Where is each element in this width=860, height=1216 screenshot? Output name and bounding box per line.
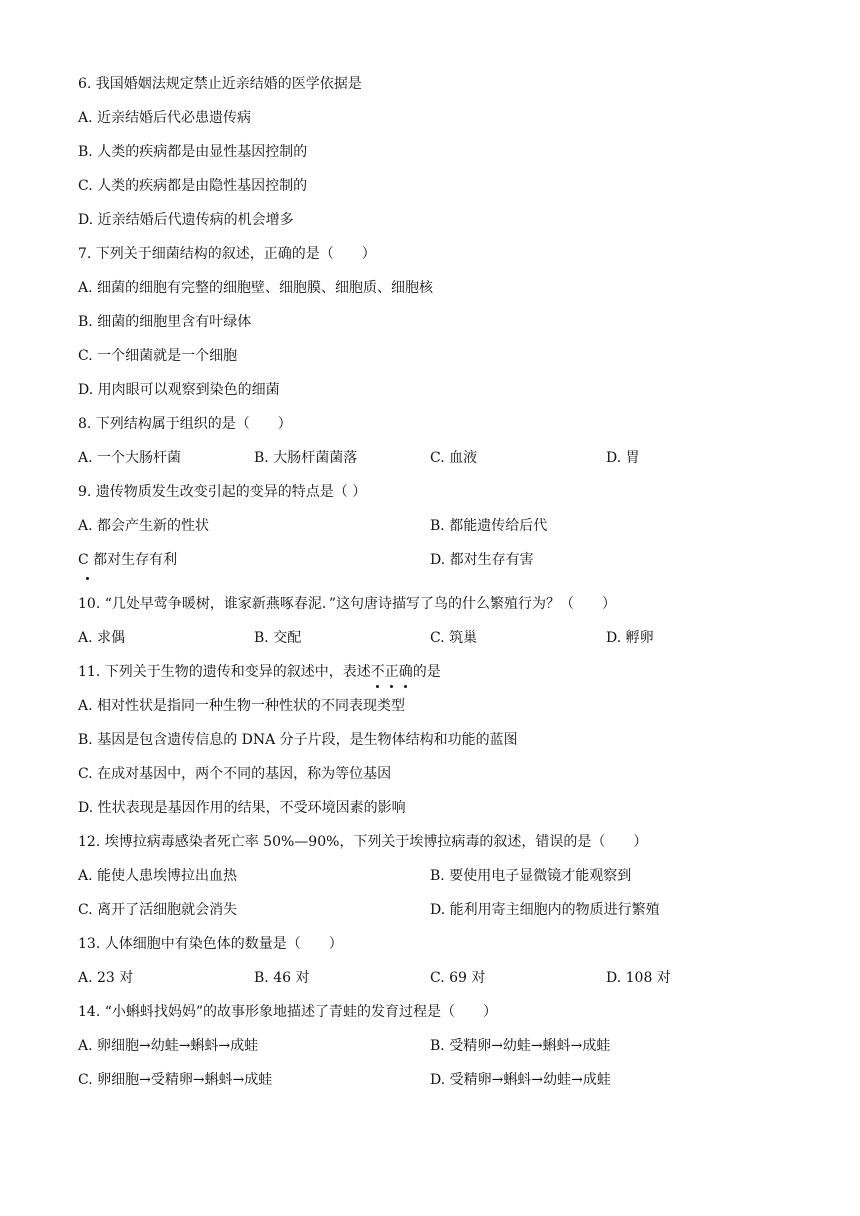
emphasis-char: 正 [384,664,399,680]
question-9-options-row-1 [78,516,798,550]
question-14-stem: 14. “小蝌蚪找妈妈”的故事形象地描述了青蛙的发育过程是（ ） [78,1004,498,1020]
question-9-stem: 9. 遗传物质发生改变引起的变异的特点是（ ） [78,484,367,500]
question-13-stem: 13. 人体细胞中有染色体的数量是（ ） [78,936,343,952]
question-11-option-a: A. 相对性状是指同一种生物一种性状的不同表现类型 [78,698,406,714]
question-9-option-d: D. 都对生存有害 [430,552,534,568]
question-8-option-d: D. 胃 [606,450,640,466]
question-10-option-d: D. 孵卵 [606,630,654,646]
question-6-stem: 6. 我国婚姻法规定禁止近亲结婚的医学依据是 [78,76,362,92]
question-10-stem: 10. “几处早莺争暖树，谁家新燕啄春泥．”这句唐诗描写了鸟的什么繁殖行为？（ ） [78,596,617,612]
question-12-options-row-2 [78,900,798,934]
question-6-option-a: A. 近亲结婚后代必患遗传病 [78,110,252,126]
question-11-option-d: D. 性状表现是基因作用的结果，不受环境因素的影响 [78,800,406,816]
question-7-option-a: A. 细菌的细胞有完整的细胞壁、细胞膜、细胞质、细胞核 [78,280,434,296]
question-14-options-row-2 [78,1070,798,1104]
question-13-option-b: B. 46 对 [254,970,310,986]
question-6-option-b: B. 人类的疾病都是由显性基因控制的 [78,144,308,160]
question-12-option-c: C. 离开了活细胞就会消失 [78,902,238,918]
question-13-option-c: C. 69 对 [430,970,486,986]
question-12-stem: 12. 埃博拉病毒感染者死亡率 50%—90%，下列关于埃博拉病毒的叙述，错误的是（ ） [78,834,648,850]
emphasis-char: 确 [398,664,413,680]
question-9-options-row-2 [78,550,798,584]
question-12-options-row-1 [78,866,798,900]
question-11-option-c: C. 在成对基因中，两个不同的基因，称为等位基因 [78,766,392,782]
question-10-option-b: B. 交配 [254,630,302,646]
question-7-option-c: C. 一个细菌就是一个细胞 [78,348,238,364]
question-9-option-a: A. 都会产生新的性状 [78,518,210,534]
question-10-option-a: A. 求偶 [78,630,126,646]
question-11-option-b: B. 基因是包含遗传信息的 DNA 分子片段，是生物体结构和功能的蓝图 [78,732,518,748]
question-10-options [78,628,798,662]
question-13-option-a: A. 23 对 [78,970,134,986]
question-6-option-c: C. 人类的疾病都是由隐性基因控制的 [78,178,308,194]
question-8-options [78,448,798,482]
question-11-stem-post: 的是 [412,664,441,680]
emphasis-char: 不 [370,664,385,680]
question-7-option-d: D. 用肉眼可以观察到染色的细菌 [78,382,280,398]
question-12-option-a: A. 能使人患埃博拉出血热 [78,868,238,884]
question-14-option-a: A. 卵细胞→幼蛙→蝌蚪→成蛙 [78,1038,259,1054]
question-13-options [78,968,798,1002]
question-9-option-b: B. 都能遗传给后代 [430,518,548,534]
question-14-option-b: B. 受精卵→幼蛙→蝌蚪→成蛙 [430,1038,611,1054]
question-6-option-d: D. 近亲结婚后代遗传病的机会增多 [78,212,294,228]
question-12-option-b: B. 要使用电子显微镜才能观察到 [430,868,632,884]
question-7-stem: 7. 下列关于细菌结构的叙述，正确的是（ ） [78,246,376,262]
question-10-option-c: C. 筑巢 [430,630,478,646]
question-12-option-d: D. 能利用寄主细胞内的物质进行繁殖 [430,902,660,918]
question-8-option-a: A. 一个大肠杆菌 [78,450,182,466]
question-11-stem [78,662,798,696]
question-8-stem: 8. 下列结构属于组织的是（ ） [78,416,292,432]
question-14-option-d: D. 受精卵→蝌蚪→幼蛙→成蛙 [430,1072,611,1088]
exam-page [78,74,798,1104]
question-9-option-c: C 都对生存有利 [78,552,178,568]
question-14-option-c: C. 卵细胞→受精卵→蝌蚪→成蛙 [78,1072,273,1088]
question-8-option-c: C. 血液 [430,450,478,466]
spacer [78,584,798,594]
question-13-option-d: D. 108 对 [606,970,671,986]
question-7-option-b: B. 细菌的细胞里含有叶绿体 [78,314,252,330]
question-11-stem-pre: 11. 下列关于生物的遗传和变异的叙述中，表述 [78,664,371,680]
question-8-option-b: B. 大肠杆菌菌落 [254,450,358,466]
question-14-options-row-1 [78,1036,798,1070]
